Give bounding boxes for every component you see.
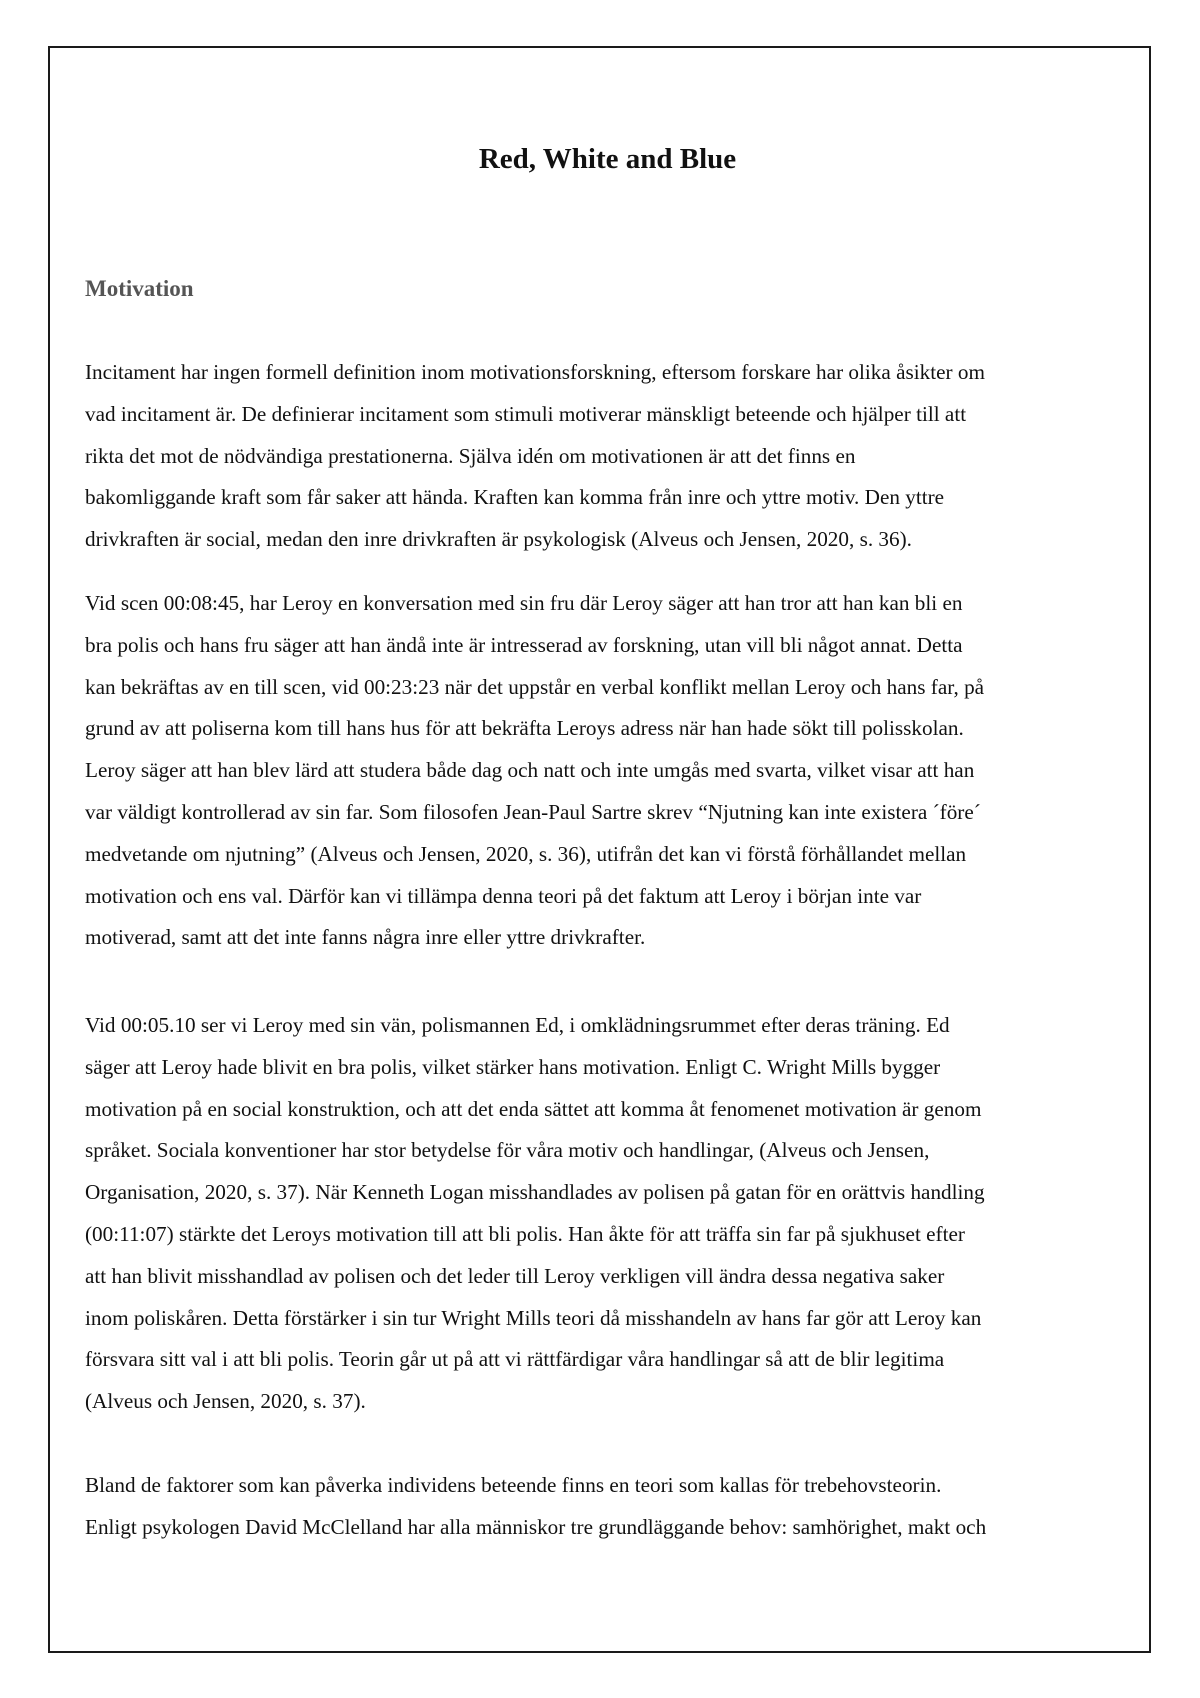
paragraph <box>85 1465 1135 1549</box>
paragraph-line: att han blivit misshandlad av polisen och det leder till Leroy verkligen vill ändra dessa negativa saker <box>85 1263 945 1288</box>
paragraph <box>85 583 1135 959</box>
paragraph-line: inom poliskåren. Detta förstärker i sin tur Wright Mills teori då misshandeln av hans far gör att Leroy kan <box>85 1305 982 1330</box>
paragraph-line: försvara sitt val i att bli polis. Teorin går ut på att vi rättfärdigar våra handlingar så att de blir legitima <box>85 1347 945 1372</box>
paragraph-line: bakomliggande kraft som får saker att hända. Kraften kan komma från inre och yttre motiv. Den yttre <box>85 485 945 510</box>
paragraph <box>85 1005 1135 1423</box>
paragraph-line: Enligt psykologen David McClelland har alla människor tre grundläggande behov: samhörighet, makt och <box>85 1514 987 1539</box>
paragraph-line: drivkraften är social, medan den inre drivkraften är psykologisk (Alveus och Jensen, 2020, s. 36). <box>85 527 912 552</box>
document-title: Red, White and Blue <box>478 143 737 175</box>
paragraph-line: Bland de faktorer som kan påverka individens beteende finns en teori som kallas för trebehovsteorin. <box>85 1473 942 1497</box>
paragraph-line: Vid scen 00:08:45, har Leroy en konversation med sin fru där Leroy säger att han tror att han kan bli en <box>85 591 963 615</box>
paragraph-line: motiverad, samt att det inte fanns några inre eller yttre drivkrafter. <box>85 925 646 950</box>
paragraph-line: (00:11:07) stärkte det Leroys motivation till att bli polis. Han åkte för att träffa sin far på sjukhuset efter <box>85 1221 965 1246</box>
section-heading: Motivation <box>85 276 194 301</box>
paragraph-line: medvetande om njutning” (Alveus och Jensen, 2020, s. 36), utifrån det kan vi förstå förhållandet mellan <box>85 841 967 866</box>
paragraph-line: Organisation, 2020, s. 37). När Kenneth Logan misshandlades av polisen på gatan för en orättvis handling <box>85 1180 985 1205</box>
paragraph-line: säger att Leroy hade blivit en bra polis, vilket stärker hans motivation. Enligt C. Wright Mills bygger <box>85 1054 941 1079</box>
paragraph-line: grund av att poliserna kom till hans hus för att bekräfta Leroys adress när han hade sökt till polisskolan. <box>85 716 964 741</box>
paragraph-line: motivation och ens val. Därför kan vi tillämpa denna teori på det faktum att Leroy i början inte var <box>85 883 922 908</box>
paragraph <box>85 352 1135 561</box>
paragraph-line: språket. Sociala konventioner har stor betydelse för våra motiv och handlingar, (Alveus och Jensen, <box>85 1138 930 1163</box>
paragraph-line: bra polis och hans fru säger att han ändå inte är intresserad av forskning, utan vill bli något annat. Detta <box>85 632 963 657</box>
paragraph-line: Vid 00:05.10 ser vi Leroy med sin vän, polismannen Ed, i omklädningsrummet efter deras träning. Ed <box>85 1013 950 1037</box>
paragraph-line: vad incitament är. De definierar incitament som stimuli motiverar mänskligt beteende och hjälper till att <box>85 401 967 426</box>
paragraph-line: Leroy säger att han blev lärd att studera både dag och natt och inte umgås med svarta, vilket visar att han <box>85 758 975 783</box>
paragraph-line: Incitament har ingen formell definition inom motivationsforskning, eftersom forskare har olika åsikter om <box>85 360 985 384</box>
paragraph-line: (Alveus och Jensen, 2020, s. 37). <box>85 1389 366 1414</box>
paragraph-line: var väldigt kontrollerad av sin far. Som filosofen Jean-Paul Sartre skrev “Njutning kan inte existera ´före´ <box>85 799 981 824</box>
paragraph-line: rikta det mot de nödvändiga prestationerna. Själva idén om motivationen är att det finns en <box>85 443 856 468</box>
paragraph-line: motivation på en social konstruktion, och att det enda sättet att komma åt fenomenet motivation är genom <box>85 1096 982 1121</box>
paragraph-line: kan bekräftas av en till scen, vid 00:23:23 när det uppstår en verbal konflikt mellan Leroy och hans far, på <box>85 674 985 699</box>
